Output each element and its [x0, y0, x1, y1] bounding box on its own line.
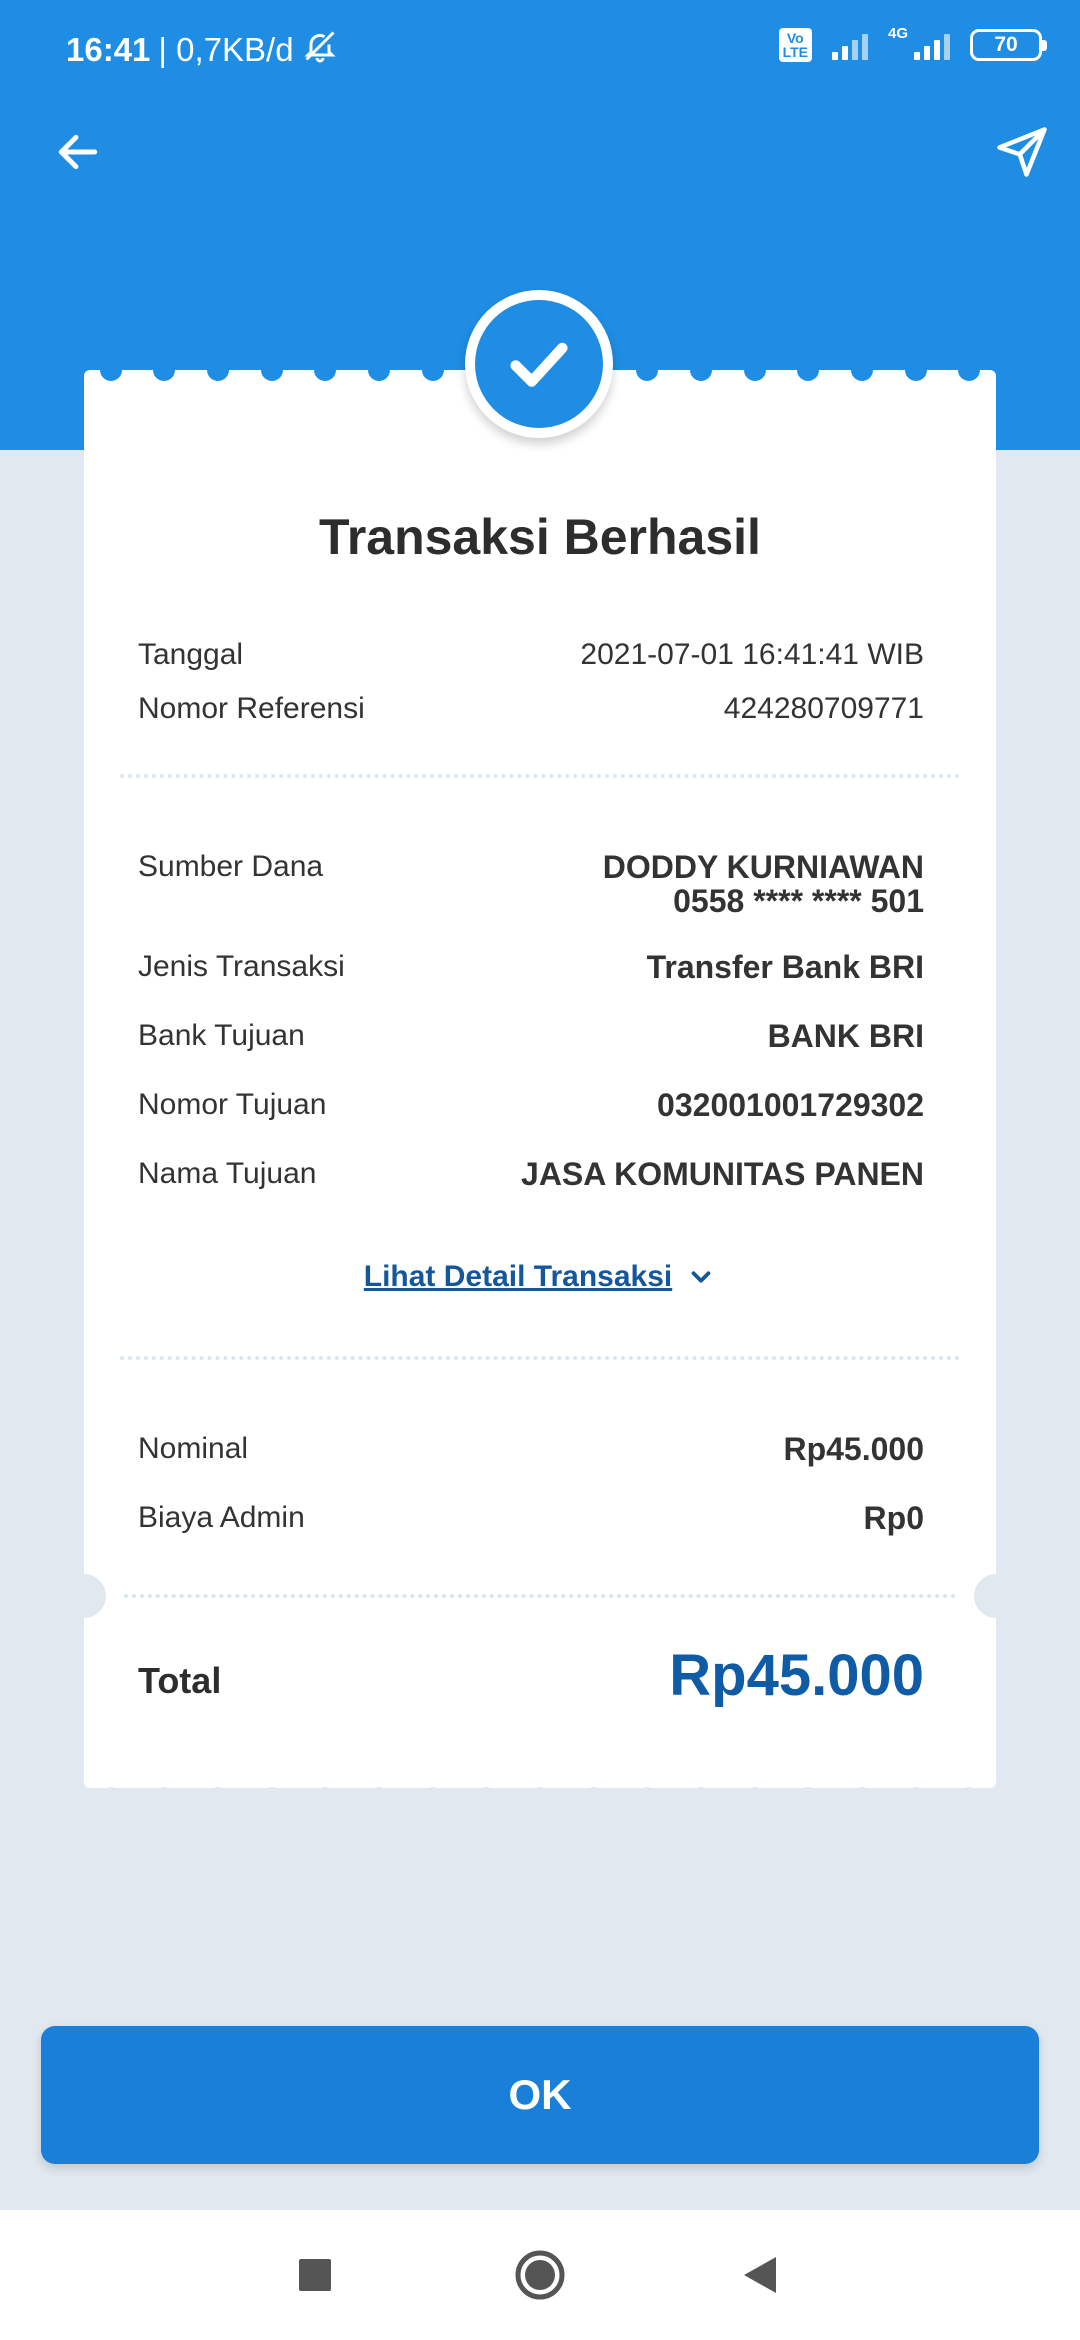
receipt-edge-dot: [744, 1787, 766, 1809]
receipt-edge-dot: [905, 1787, 927, 1809]
view-details-label: Lihat Detail Transaksi: [363, 1260, 673, 1293]
receipt-edge-dot: [422, 359, 444, 381]
source-account: 0558 **** **** 501: [673, 883, 924, 919]
status-time: 16:41: [66, 31, 151, 68]
info-value: 424280709771: [723, 692, 924, 725]
divider: [120, 774, 960, 778]
battery-icon: [970, 29, 1042, 61]
receipt-edge-dot: [153, 359, 175, 381]
receipt-edge-dot: [797, 359, 819, 381]
receipt-edge-dot: [207, 359, 229, 381]
nav-back-icon: [740, 2255, 780, 2295]
receipt-edge-dot: [583, 1787, 605, 1809]
success-badge-inner: [475, 300, 603, 428]
receipt-edge-dot: [475, 1787, 497, 1809]
receipt-edge-dot: [368, 359, 390, 381]
view-details-link[interactable]: [84, 1260, 996, 1294]
receipt-edge-dot: [314, 1787, 336, 1809]
info-row-date: [138, 638, 924, 672]
receipt-card: [84, 370, 996, 1788]
info-label: Tanggal: [138, 638, 244, 671]
receipt-edge-dot: [851, 1787, 873, 1809]
network-type: 4G: [887, 24, 908, 42]
left-notch: [62, 1574, 106, 1618]
system-nav-bar: [0, 2210, 1080, 2340]
receipt-edge-dot: [958, 359, 980, 381]
nav-recent-button[interactable]: [275, 2240, 355, 2310]
source-value: [603, 850, 924, 918]
battery-level: 70: [994, 33, 1018, 56]
receipt-edge-dot: [690, 359, 712, 381]
receipt-edge-dot: [851, 359, 873, 381]
receipt-edge-dot: [958, 1787, 980, 1809]
divider: [120, 1356, 960, 1360]
source-label: Sumber Dana: [138, 850, 324, 883]
amount-label: Biaya Admin: [138, 1501, 305, 1534]
volte-badge: Vo LTE: [779, 28, 812, 62]
info-value: 2021-07-01 16:41:41 WIB: [580, 638, 924, 671]
total-value: Rp45.000: [669, 1643, 924, 1708]
receipt-edge-dot: [636, 1787, 658, 1809]
source-name: DODDY KURNIAWAN: [602, 849, 924, 885]
receipt-edge-dot: [797, 1787, 819, 1809]
status-left: [66, 28, 338, 72]
receipt-edge-dot: [744, 359, 766, 381]
receipt-edge-dot: [529, 1787, 551, 1809]
nav-home-icon: [514, 2249, 566, 2301]
info-row-source: [138, 850, 924, 918]
info-row-destination-number: [138, 1088, 924, 1122]
back-arrow-icon: [53, 127, 103, 177]
detail-label: Nama Tujuan: [138, 1157, 317, 1190]
nav-recent-icon: [297, 2257, 333, 2293]
receipt-edge-dot: [314, 359, 336, 381]
ok-button[interactable]: OK: [41, 2026, 1039, 2164]
receipt-edge-dot: [368, 1787, 390, 1809]
receipt-edge-dot: [422, 1787, 444, 1809]
chevron-down-icon: [686, 1262, 716, 1292]
info-row-destination-name: [138, 1157, 924, 1191]
right-notch: [974, 1574, 1018, 1618]
amount-row-admin-fee: [138, 1501, 924, 1535]
detail-value: JASA KOMUNITAS PANEN: [521, 1156, 924, 1192]
receipt-edge-dot: [100, 1787, 122, 1809]
amount-value: Rp45.000: [783, 1431, 924, 1467]
detail-label: Jenis Transaksi: [138, 950, 345, 983]
receipt-edge-dot: [690, 1787, 712, 1809]
back-button[interactable]: [38, 112, 118, 192]
info-row-destination-bank: [138, 1019, 924, 1053]
receipt-edge-dot: [100, 359, 122, 381]
receipt-edge-dot: [261, 1787, 283, 1809]
info-row-transaction-type: [138, 950, 924, 984]
status-right: [779, 24, 1042, 62]
share-send-icon: [995, 125, 1049, 179]
share-button[interactable]: [982, 112, 1062, 192]
signal-2-icon: [914, 30, 950, 60]
receipt-edge-dot: [261, 359, 283, 381]
amount-label: Nominal: [138, 1432, 249, 1465]
detail-value: Transfer Bank BRI: [646, 949, 924, 985]
detail-value: 032001001729302: [657, 1087, 924, 1123]
receipt-edge-dot: [636, 359, 658, 381]
info-label: Nomor Referensi: [138, 692, 365, 725]
success-badge: [465, 290, 613, 438]
nav-back-button[interactable]: [720, 2240, 800, 2310]
divider: [124, 1594, 956, 1598]
receipt-edge-dot: [905, 359, 927, 381]
bell-off-icon: [302, 28, 338, 72]
detail-value: BANK BRI: [767, 1018, 924, 1054]
page-title: Transaksi Berhasil: [319, 509, 761, 565]
receipt-edge-dot: [153, 1787, 175, 1809]
detail-label: Bank Tujuan: [138, 1019, 305, 1052]
signal-1-icon: [832, 30, 868, 60]
amount-row-nominal: [138, 1432, 924, 1466]
status-bar: [0, 0, 1080, 100]
amount-value: Rp0: [863, 1500, 924, 1536]
nav-home-button[interactable]: [500, 2240, 580, 2310]
check-icon: [504, 329, 574, 399]
info-row-reference: [138, 692, 924, 726]
receipt-edge-dot: [207, 1787, 229, 1809]
detail-label: Nomor Tujuan: [138, 1088, 327, 1121]
receipt-bottom-edge: [84, 1778, 996, 1798]
status-net-speed: | 0,7KB/d: [158, 31, 294, 68]
total-label: Total: [138, 1660, 222, 1701]
